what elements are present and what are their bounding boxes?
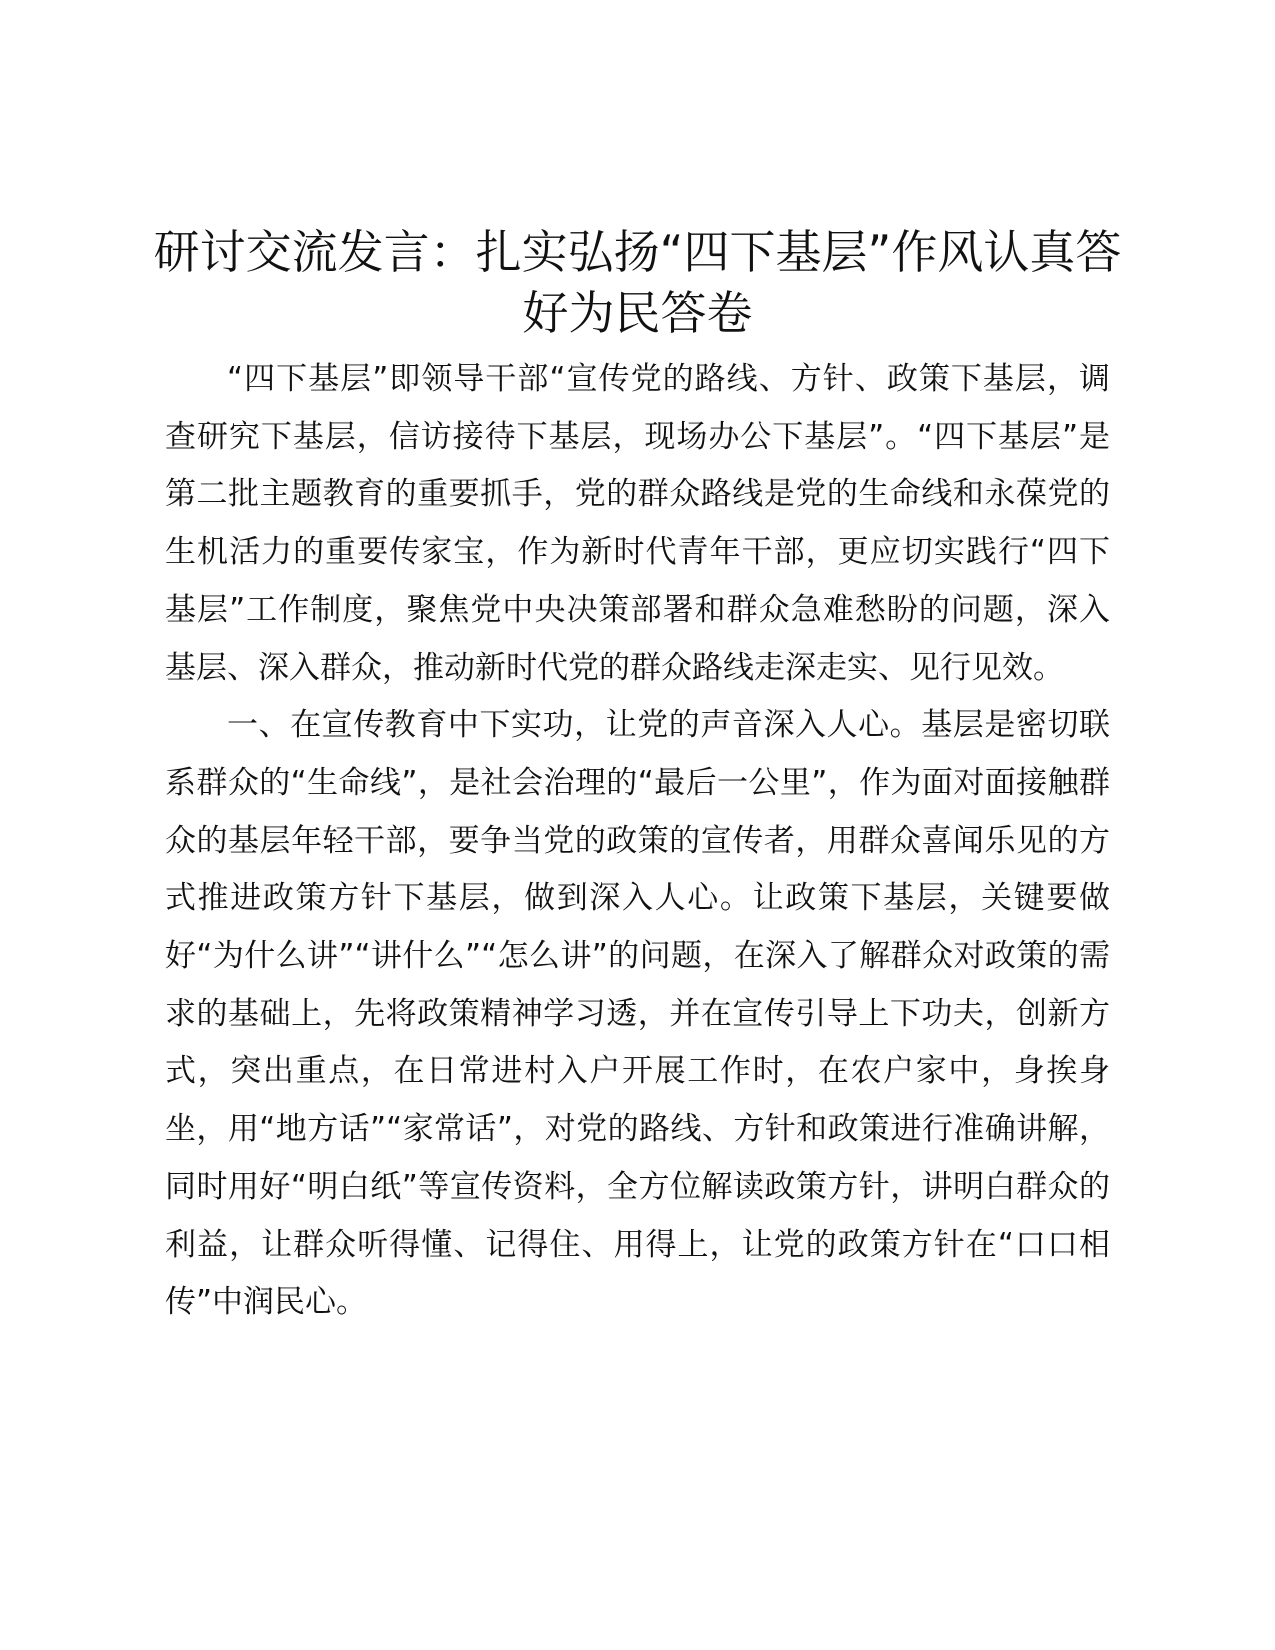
paragraph-text: “四下基层”即领导干部“宣传党的路线、方针、政策下基层，调查研究下基层，信访接待下基层，现场办公下基层”。“四下基层”是第二批主题教育的重要抓手，党的群众路线是党的生命线和永葆党的生机活力的重要传家宝，作为新时代青年干部，更应切实践行“四下基层”工作制度，聚焦党中央决策部署和群众急难愁盼的问题，深入基层、深入群众，推动新时代党的群众路线走深走实、见行见效。: [165, 361, 1110, 686]
document-title: 研讨交流发言：扎实弘扬“四下基层”作风认真答好为民答卷: [153, 225, 1122, 340]
paragraph-section-one: [165, 697, 1110, 1332]
paragraph-text: 基层是密切联系群众的“生命线”，是社会治理的“最后一公里”，作为面对面接触群众的基层年轻干部，要争当党的政策的宣传者，用群众喜闻乐见的方式推进政策方针下基层，做到深入人心。让政策下基层，关键要做好“为什么讲”“讲什么”“怎么讲”的问题，在深入了解群众对政策的需求的基础上，先将政策精神学习透，并在宣传引导上下功夫，创新方式，突出重点，在日常进村入户开展工作时，在农户家中，身挨身坐，用“地方话”“家常话”，对党的路线、方针和政策进行准确讲解，同时用好“明白纸”等宣传资料，全方位解读政策方针，讲明白群众的利益，让群众听得懂、记得住、用得上，让党的政策方针在“口口相传”中润民心。: [165, 707, 1111, 1321]
section-heading: 一、在宣传教育中下实功，让党的声音深入人心。: [227, 707, 922, 744]
paragraph-intro: [165, 351, 1110, 697]
document-body: [165, 351, 1110, 1332]
